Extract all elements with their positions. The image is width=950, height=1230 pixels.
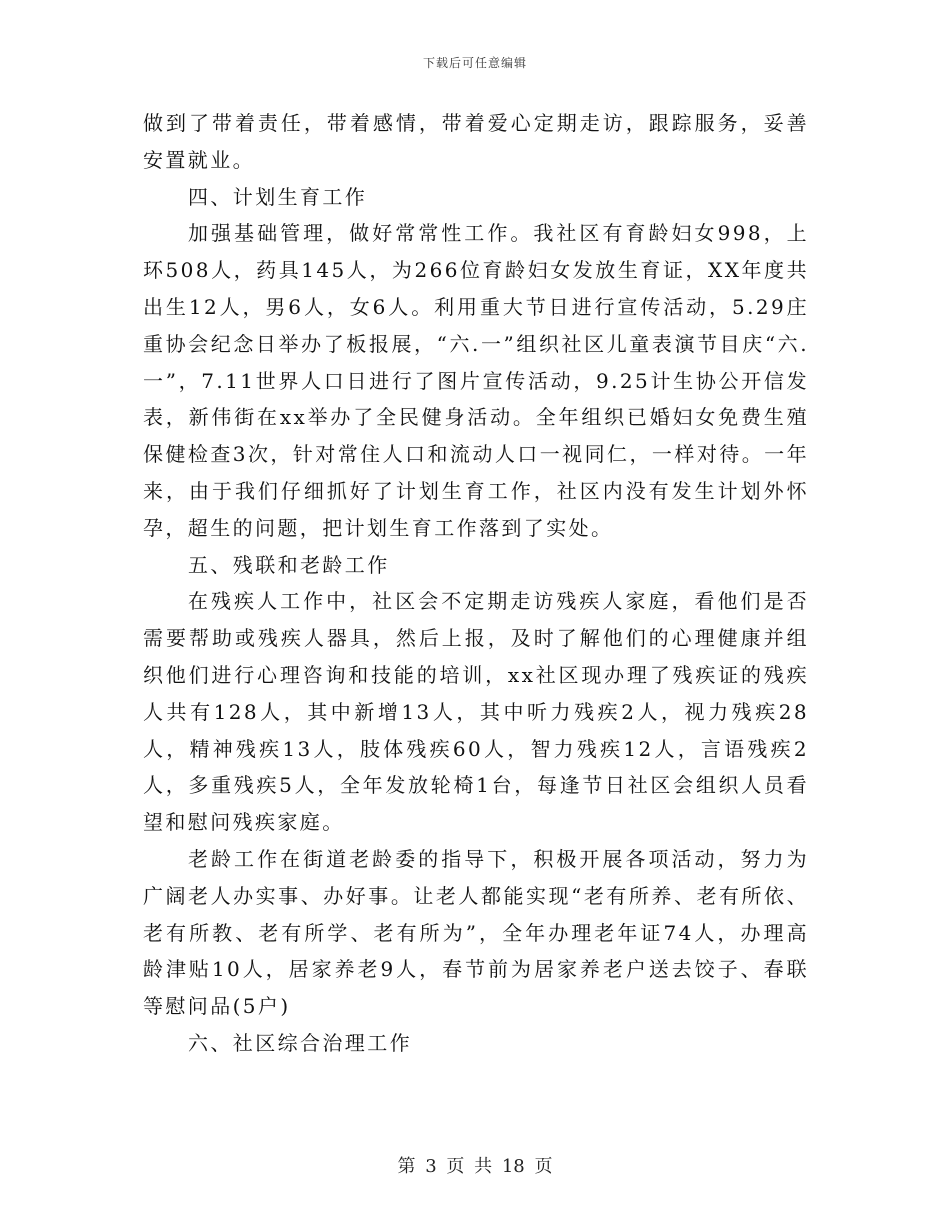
document-body [143,105,809,1062]
page-header: 下载后可任意编辑 [422,56,527,70]
paragraph: 五、残联和老龄工作 [188,552,390,577]
paragraph: 四、计划生育工作 [188,184,368,209]
page-footer: 第 3 页 共 18 页 [397,1156,553,1177]
paragraph: 在残疾人工作中，社区会不定期走访残疾人家庭，看他们是否需要帮助或残疾人器具，然后上报，及时了解他们的心理健康并组织他们进行心理咨询和技能的培训，xx社区现办理了残疾证的残疾人共有128人，其中新增13人，其中听力残疾2人，视力残疾28人，精神残疾13人，肢体残疾60人，智力残疾12人，言语残疾2人，多重残疾5人，全年发放轮椅1台，每逢节日社区会组织人员看望和慰问残疾家庭。 [143,589,809,835]
paragraph: 六、社区综合治理工作 [188,1030,412,1055]
paragraph: 做到了带着责任，带着感情，带着爱心定期走访，跟踪服务，妥善安置就业。 [143,111,809,172]
paragraph: 老龄工作在街道老龄委的指导下，积极开展各项活动，努力为广阔老人办实事、办好事。让老人都能实现“老有所养、老有所依、老有所教、老有所学、老有所为”，全年办理老年证74人，办理高龄津贴10人，居家养老9人，春节前为居家养老户送去饺子、春联等慰问品(5户) [143,846,809,1019]
paragraph: 加强基础管理，做好常常性工作。我社区有育龄妇女998，上环508人，药具145人，为266位育龄妇女发放生育证，XX年度共出生12人，男6人，女6人。利用重大节日进行宣传活动，5.29庄重协会纪念日举办了板报展，“六.一”组织社区儿童表演节目庆“六.一”，7.11世界人口日进行了图片宣传活动，9.25计生协公开信发表，新伟街在xx举办了全民健身活动。全年组织已婚妇女免费生殖保健检查3次，针对常住人口和流动人口一视同仁，一样对待。一年来，由于我们仔细抓好了计划生育工作，社区内没有发生计划外怀孕，超生的问题，把计划生育工作落到了实处。 [143,221,809,540]
